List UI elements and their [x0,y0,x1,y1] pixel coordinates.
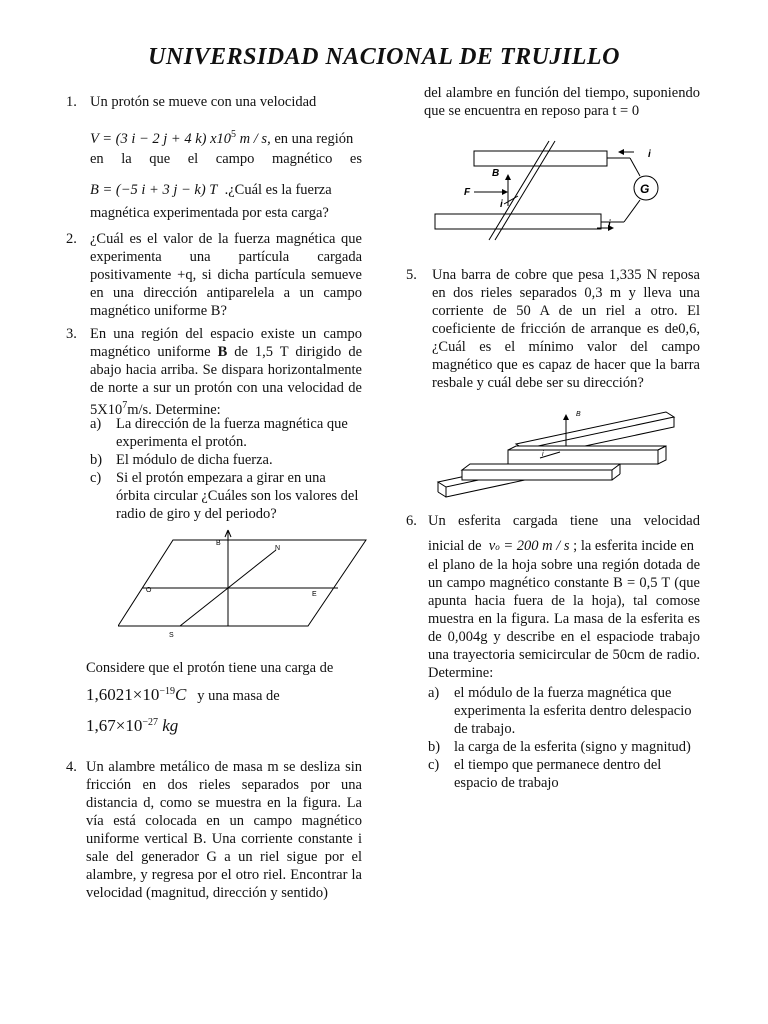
fig3-label-o: O [146,587,152,594]
q1-line3: en la que el campo magnético es [90,151,362,167]
fig5-crossbar [508,446,666,450]
q6-item-a-label: a) [428,685,440,701]
q1-field: B = (−5 i + 3 j − k) T [90,182,218,198]
q3-mass-unit: kg [157,715,179,735]
fig4-circuit-wire [630,158,640,176]
fig4-circuit-wire [624,200,640,222]
page-title: UNIVERSIDAD NACIONAL DE TRUJILLO [148,44,620,70]
fig3-label-n: N [275,545,281,552]
fig5-edge [612,474,620,480]
q3-item-b-text: El módulo de dicha fuerza. [116,452,273,468]
fig4-wire [489,141,549,240]
q6-item-a [428,684,700,738]
q3-text [90,325,362,419]
q1-velocity: V = (3 i − 2 j + 4 k) x10 [90,130,232,147]
fig4-label-f: F [464,187,471,198]
q3-consider: Considere que el protón tiene una carga de [86,660,334,676]
q1-region: , en una región [267,130,354,147]
fig4-top-rail [474,151,607,166]
q5-text: Una barra de cobre que pesa 1,335 N reposa en dos rieles separados 0,3 m y lleva una corriente de 50 A de un riel a otro. El coeficiente de fricción de arranque es de0,6, ¿Cuál es el mínimo valor del campo magnético que es capaz de hacer que la barra resbale y cuál debe ser su dirección? [432,267,700,391]
q3-number: 3. [66,326,77,342]
fig3-label-b: B [216,540,221,547]
q3-mass-exp: −27 [142,717,158,728]
q3-text-a: En una región del espacio existe un campo magnético uniforme [90,326,362,360]
q6-v0-sub: o [495,542,500,552]
figure-3-coordinate-plane [118,528,368,643]
q3-mass-label: y una masa de [197,687,280,704]
q3-text-b: de 1,5 T dirigido de abajo hacia arriba. Se dispara horizontalmente de norte a sur un protón con una velocidad de 5X10 [90,344,363,418]
q3-text-c: m/s. Determine: [127,401,221,418]
fig4-arrowhead [618,149,624,155]
fig5-label-i: i [542,451,544,458]
q3-item-b-label: b) [90,452,103,468]
q2-text: ¿Cuál es el valor de la fuerza magnética que experimenta una partícula cargada positivamente +q, si dicha partícula semueve en una dirección antiparelela a un campo magnético uniforme B? [90,231,362,319]
q6-subitems [428,684,700,792]
q1-velocity-exp: 5 [231,129,237,140]
q6-line1: Un esferita cargada tiene una velocidad [428,513,700,529]
q3-mass-line [86,714,376,736]
fig4-label-g: G [640,182,650,196]
q3-charge: 1,6021×10 [86,684,160,704]
fig5-copper-bar [462,470,612,480]
q6-number: 6. [406,513,417,529]
q3-item-c [90,469,362,523]
q6-item-c [428,756,700,792]
fig5-arrowhead [563,414,569,420]
q4-continuation: del alambre en función del tiempo, suponiendo que se encuentra en reposo para t = 0 [424,85,700,119]
q6-item-a-text: el módulo de la fuerza magnética que experimenta la esferita dentro delespacio de trabajo. [454,685,692,737]
q5-number: 5. [406,267,417,283]
q1-velocity-unit: m / s [236,130,268,147]
q2-number: 2. [66,231,77,247]
q3-subitems [90,415,362,523]
fig5-copper-bar [462,464,620,470]
fig3-plane [118,540,366,626]
q1-intro: Un protón se mueve con una velocidad [90,94,317,110]
q3-bold-b: B [217,344,228,360]
q4-number: 4. [66,759,77,775]
q6-v0-val: = 200 m / s [499,538,570,554]
fig4-label-i-top: i [648,149,651,160]
q3-item-a-text: La dirección de la fuerza magnética que experimenta el protón. [116,416,348,450]
figure-4-rails-generator [434,138,670,244]
q1-field-line [90,181,362,199]
fig4-label-b: B [492,168,500,179]
q6-item-b-text: la carga de la esferita (signo y magnitud) [454,739,691,755]
q6-v0-after: ; la esferita incide en [569,538,694,554]
q1-velocity-line [90,126,362,148]
q3-charge-unit: C [174,684,187,704]
q4-text: Un alambre metálico de masa m se desliza sin fricción en dos rieles separados por una distancia d, como se muestra en la figura. La vía está colocada en un campo magnético uniforme vertical B. Una corriente constante i sale del generador G a un riel sigue por el alambre, y regresa por el otro riel. Encontrar la velocidad (magnitud, dirección y sentido) [86,759,362,901]
q6-item-b [428,738,700,756]
fig4-label-i-mid: i [500,199,503,210]
q6-velocity-line [428,537,708,556]
fig4-arrowhead [502,189,508,195]
q3-exp: 7 [122,400,128,411]
q6-inicial: inicial de [428,538,482,554]
fig5-crossbar [508,450,658,464]
fig4-bottom-rail [435,214,601,229]
fig3-label-s: S [169,632,174,639]
q3-item-c-text: Si el protón empezara a girar en una órbita circular ¿Cuáles son los valores del radio de giro y del periodo? [116,470,359,522]
q1-ask: .¿Cuál es la fuerza [224,182,332,198]
fig3-label-e: E [312,591,317,598]
q3-item-c-label: c) [90,470,102,486]
fig4-arrowhead [505,174,511,180]
q3-item-b [90,451,362,469]
q3-charge-exp: −19 [159,686,175,697]
q6-v0: v [488,538,496,554]
q3-item-a-label: a) [90,416,102,432]
q6-item-b-label: b) [428,739,441,755]
q3-mass: 1,67×10 [86,715,143,735]
fig5-label-b: B [576,411,581,418]
fig5-edge [438,492,446,497]
q3-item-a [90,415,362,451]
fig4-label-i-bottom: i [608,219,611,230]
q6-item-c-text: el tiempo que permanece dentro del espacio de trabajo [454,757,662,791]
q6-text: el plano de la hoja sobre una región dotada de un campo magnético constante B = 0,5 T (que apunta hacia fuera de la hoja), tal comose muestra en la figura. La masa de la esferita es de 0,004g y describe en el espaciode trabajo una trayectoria semicircular de 50cm de radio. Determine: [428,557,700,681]
q6-item-c-label: c) [428,757,440,773]
q1-number: 1. [66,94,77,110]
q3-charge-line [86,683,376,705]
q1-end: magnética experimentada por esta carga? [90,205,329,221]
figure-5-copper-bar-on-rails [436,404,698,502]
